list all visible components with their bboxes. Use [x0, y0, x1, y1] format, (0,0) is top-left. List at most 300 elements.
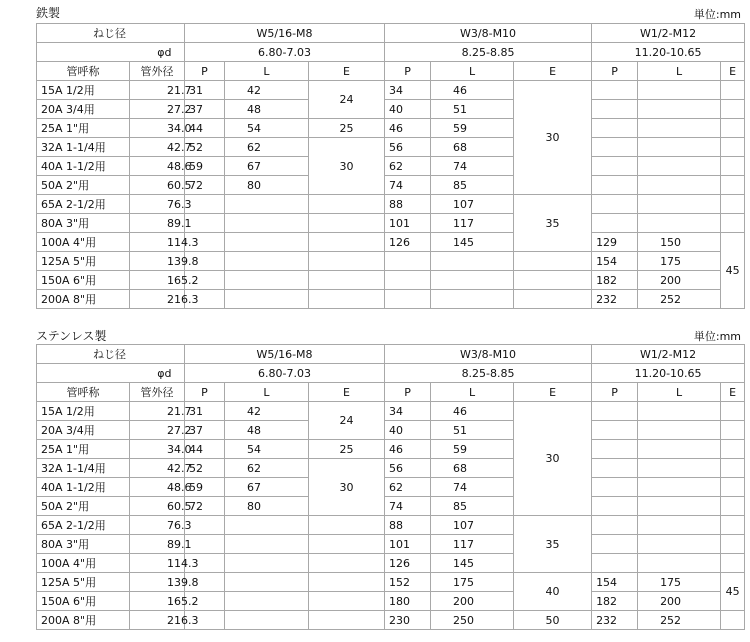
value-l2 [431, 290, 514, 309]
value-l3 [638, 214, 721, 233]
outer-diameter: 216.3 [130, 611, 185, 630]
nominal-size: 125A 5"用 [37, 252, 130, 271]
value-e3 [721, 535, 745, 554]
outer-diameter: 216.3 [130, 290, 185, 309]
col-l-3: L [638, 383, 721, 402]
outer-diameter: 76.3 [130, 195, 185, 214]
value-p3 [592, 195, 638, 214]
value-e1: 25 [309, 440, 385, 459]
value-p3 [592, 138, 638, 157]
value-p1: 59 [185, 157, 225, 176]
table-row [37, 138, 745, 157]
value-l2: 107 [431, 516, 514, 535]
value-l1 [225, 271, 309, 290]
table-row [37, 516, 745, 535]
value-l1: 48 [225, 100, 309, 119]
outer-diameter: 60.5 [130, 176, 185, 195]
value-e1: 24 [309, 402, 385, 440]
value-l2: 51 [431, 100, 514, 119]
header-row-od [37, 43, 745, 62]
outer-diameter: 34.0 [130, 440, 185, 459]
value-l2: 85 [431, 497, 514, 516]
value-p3 [592, 554, 638, 573]
value-p3 [592, 478, 638, 497]
value-l3 [638, 195, 721, 214]
value-l2: 107 [431, 195, 514, 214]
table-row [37, 611, 745, 630]
nominal-size: 40A 1-1/2用 [37, 157, 130, 176]
outer-diameter: 89.1 [130, 214, 185, 233]
value-p2: 40 [385, 421, 431, 440]
table-row [37, 195, 745, 214]
nominal-size: 65A 2-1/2用 [37, 195, 130, 214]
nominal-size: 80A 3"用 [37, 214, 130, 233]
value-e3 [721, 100, 745, 119]
value-e1: 25 [309, 119, 385, 138]
section-title-stainless: ステンレス製 [36, 329, 107, 343]
nominal-size: 50A 2"用 [37, 497, 130, 516]
outer-diameter: 89.1 [130, 535, 185, 554]
value-l2: 200 [431, 592, 514, 611]
value-e3 [721, 611, 745, 630]
value-p2: 88 [385, 195, 431, 214]
header-row-columns [37, 62, 745, 81]
header-row-columns [37, 383, 745, 402]
value-e2 [514, 290, 592, 309]
value-p2: 88 [385, 516, 431, 535]
value-p2 [385, 252, 431, 271]
unit-label: 単位:mm [693, 330, 741, 343]
value-e1 [309, 214, 385, 233]
value-p1: 52 [185, 459, 225, 478]
value-l1: 67 [225, 157, 309, 176]
outer-diameter: 21.7 [130, 402, 185, 421]
table-row [37, 290, 745, 309]
value-e1 [309, 573, 385, 592]
od-range-1: 6.80-7.03 [185, 364, 385, 383]
value-l1 [225, 535, 309, 554]
col-l-2: L [431, 62, 514, 81]
value-l1 [225, 573, 309, 592]
nominal-size: 20A 3/4用 [37, 100, 130, 119]
outer-diameter: 42.7 [130, 138, 185, 157]
value-p3 [592, 157, 638, 176]
nominal-size: 15A 1/2用 [37, 81, 130, 100]
nominal-size: 25A 1"用 [37, 440, 130, 459]
value-e3 [721, 195, 745, 214]
value-e1 [309, 271, 385, 290]
value-p3 [592, 459, 638, 478]
table-row [37, 100, 745, 119]
table-row [37, 214, 745, 233]
value-p2: 34 [385, 402, 431, 421]
value-e3: 45 [721, 573, 745, 611]
header-row-thread [37, 24, 745, 43]
value-e3: 45 [721, 233, 745, 309]
table-row [37, 459, 745, 478]
value-l2: 68 [431, 459, 514, 478]
table-row [37, 554, 745, 573]
value-l1: 80 [225, 497, 309, 516]
value-p2: 180 [385, 592, 431, 611]
value-l3 [638, 459, 721, 478]
value-l2: 74 [431, 478, 514, 497]
value-l1 [225, 195, 309, 214]
value-p2 [385, 290, 431, 309]
value-p1: 59 [185, 478, 225, 497]
value-p1: 37 [185, 421, 225, 440]
value-l1: 42 [225, 402, 309, 421]
table-row [37, 497, 745, 516]
value-e1 [309, 516, 385, 535]
table-row [37, 592, 745, 611]
value-l3 [638, 100, 721, 119]
value-l1: 62 [225, 459, 309, 478]
od-range-1: 6.80-7.03 [185, 43, 385, 62]
table-row [37, 573, 745, 592]
value-l1: 54 [225, 440, 309, 459]
value-l2: 117 [431, 535, 514, 554]
value-p3: 154 [592, 252, 638, 271]
nominal-size: 25A 1"用 [37, 119, 130, 138]
table-row [37, 119, 745, 138]
value-p3 [592, 402, 638, 421]
col-p-3: P [592, 383, 638, 402]
value-e1 [309, 611, 385, 630]
col-l-1: L [225, 62, 309, 81]
thread-size-2: W3/8-M10 [385, 24, 592, 43]
value-p2: 46 [385, 119, 431, 138]
header-row-od [37, 364, 745, 383]
value-l3: 200 [638, 592, 721, 611]
nominal-label: 管呼称 [37, 383, 130, 402]
thread-size-1: W5/16-M8 [185, 24, 385, 43]
value-p2: 126 [385, 233, 431, 252]
value-e3 [721, 176, 745, 195]
value-l2: 46 [431, 81, 514, 100]
value-e2 [514, 252, 592, 271]
value-l3 [638, 138, 721, 157]
nominal-size: 200A 8"用 [37, 290, 130, 309]
value-l3 [638, 478, 721, 497]
value-e3 [721, 440, 745, 459]
value-p1: 72 [185, 497, 225, 516]
outer-diameter: 165.2 [130, 592, 185, 611]
value-l1: 42 [225, 81, 309, 100]
value-e3 [721, 478, 745, 497]
value-p2: 126 [385, 554, 431, 573]
outer-diameter: 48.6 [130, 157, 185, 176]
value-l2: 59 [431, 119, 514, 138]
value-p3: 182 [592, 271, 638, 290]
thread-size-3: W1/2-M12 [592, 345, 745, 364]
nominal-size: 200A 8"用 [37, 611, 130, 630]
value-l3 [638, 440, 721, 459]
value-e2: 40 [514, 573, 592, 611]
od-range-2: 8.25-8.85 [385, 43, 592, 62]
value-p3 [592, 421, 638, 440]
value-p1: 31 [185, 402, 225, 421]
value-p3 [592, 176, 638, 195]
value-l1 [225, 554, 309, 573]
value-p3: 154 [592, 573, 638, 592]
value-e3 [721, 554, 745, 573]
value-p1: 44 [185, 119, 225, 138]
nominal-size: 150A 6"用 [37, 271, 130, 290]
outer-diameter: 165.2 [130, 271, 185, 290]
value-e1: 30 [309, 459, 385, 516]
value-l1: 62 [225, 138, 309, 157]
value-l3 [638, 516, 721, 535]
outer-label: 管外径 [130, 383, 185, 402]
spec-table-stainless [36, 344, 745, 630]
value-e2: 30 [514, 81, 592, 195]
value-p1: 44 [185, 440, 225, 459]
value-e3 [721, 402, 745, 421]
value-p2: 74 [385, 176, 431, 195]
outer-diameter: 27.2 [130, 100, 185, 119]
value-e2: 35 [514, 195, 592, 252]
nominal-size: 80A 3"用 [37, 535, 130, 554]
col-e-3: E [721, 62, 745, 81]
value-p3 [592, 516, 638, 535]
table-row [37, 440, 745, 459]
value-e3 [721, 138, 745, 157]
od-range-3: 11.20-10.65 [592, 43, 745, 62]
value-p3 [592, 100, 638, 119]
value-p2: 40 [385, 100, 431, 119]
value-l3 [638, 535, 721, 554]
value-l3: 252 [638, 611, 721, 630]
value-p2: 74 [385, 497, 431, 516]
value-p3: 129 [592, 233, 638, 252]
value-l1: 48 [225, 421, 309, 440]
value-p2: 230 [385, 611, 431, 630]
header-row-thread [37, 345, 745, 364]
value-e1 [309, 233, 385, 252]
value-l1 [225, 233, 309, 252]
value-e3 [721, 421, 745, 440]
value-p1: 37 [185, 100, 225, 119]
col-p-2: P [385, 62, 431, 81]
value-p3 [592, 440, 638, 459]
od-range-3: 11.20-10.65 [592, 364, 745, 383]
nominal-label: 管呼称 [37, 62, 130, 81]
unit-label: 単位:mm [693, 8, 741, 21]
value-e1 [309, 290, 385, 309]
value-e1 [309, 195, 385, 214]
nominal-size: 50A 2"用 [37, 176, 130, 195]
value-e1 [309, 592, 385, 611]
value-l1: 67 [225, 478, 309, 497]
outer-diameter: 139.8 [130, 252, 185, 271]
value-e2 [514, 271, 592, 290]
value-p1: 72 [185, 176, 225, 195]
value-e1 [309, 252, 385, 271]
outer-diameter: 34.0 [130, 119, 185, 138]
nominal-size: 100A 4"用 [37, 233, 130, 252]
value-l2: 145 [431, 233, 514, 252]
value-l3: 252 [638, 290, 721, 309]
value-l3 [638, 554, 721, 573]
value-l3 [638, 119, 721, 138]
table-row [37, 252, 745, 271]
outer-diameter: 139.8 [130, 573, 185, 592]
value-l3 [638, 157, 721, 176]
od-label: φd [37, 364, 185, 383]
value-l3 [638, 402, 721, 421]
value-l3 [638, 176, 721, 195]
outer-label: 管外径 [130, 62, 185, 81]
nominal-size: 125A 5"用 [37, 573, 130, 592]
table-row [37, 421, 745, 440]
value-e2: 35 [514, 516, 592, 573]
value-p2: 101 [385, 214, 431, 233]
value-l1 [225, 611, 309, 630]
nominal-size: 40A 1-1/2用 [37, 478, 130, 497]
value-e3 [721, 81, 745, 100]
value-e1: 24 [309, 81, 385, 119]
thread-label: ねじ径 [37, 345, 185, 364]
nominal-size: 20A 3/4用 [37, 421, 130, 440]
value-l2 [431, 252, 514, 271]
value-p2: 46 [385, 440, 431, 459]
value-e3 [721, 459, 745, 478]
col-e-2: E [514, 383, 592, 402]
outer-diameter: 42.7 [130, 459, 185, 478]
value-l3 [638, 421, 721, 440]
value-l2: 85 [431, 176, 514, 195]
col-l-2: L [431, 383, 514, 402]
col-p-1: P [185, 383, 225, 402]
value-l3 [638, 81, 721, 100]
col-p-1: P [185, 62, 225, 81]
value-e1 [309, 554, 385, 573]
value-p3 [592, 81, 638, 100]
table-row [37, 157, 745, 176]
value-l2: 46 [431, 402, 514, 421]
col-e-3: E [721, 383, 745, 402]
value-e3 [721, 119, 745, 138]
value-l2: 74 [431, 157, 514, 176]
value-e1: 30 [309, 138, 385, 195]
col-e-1: E [309, 383, 385, 402]
value-l1 [225, 516, 309, 535]
value-l2: 145 [431, 554, 514, 573]
value-l2: 59 [431, 440, 514, 459]
thread-size-3: W1/2-M12 [592, 24, 745, 43]
value-e3 [721, 157, 745, 176]
value-e2: 50 [514, 611, 592, 630]
value-p1: 52 [185, 138, 225, 157]
table-row [37, 233, 745, 252]
thread-label: ねじ径 [37, 24, 185, 43]
nominal-size: 32A 1-1/4用 [37, 459, 130, 478]
value-e3 [721, 497, 745, 516]
value-l1 [225, 592, 309, 611]
value-l1 [225, 214, 309, 233]
value-p3 [592, 535, 638, 554]
value-p3: 232 [592, 611, 638, 630]
value-l3 [638, 497, 721, 516]
value-l2 [431, 271, 514, 290]
value-p3: 182 [592, 592, 638, 611]
table-row [37, 271, 745, 290]
value-p2: 62 [385, 478, 431, 497]
value-p3 [592, 214, 638, 233]
value-l3: 150 [638, 233, 721, 252]
value-p2 [385, 271, 431, 290]
value-p3 [592, 497, 638, 516]
table-row [37, 176, 745, 195]
col-p-3: P [592, 62, 638, 81]
value-p2: 34 [385, 81, 431, 100]
col-e-1: E [309, 62, 385, 81]
value-l3: 200 [638, 271, 721, 290]
outer-diameter: 114.3 [130, 554, 185, 573]
value-p2: 56 [385, 459, 431, 478]
outer-diameter: 21.7 [130, 81, 185, 100]
outer-diameter: 48.6 [130, 478, 185, 497]
value-p3 [592, 119, 638, 138]
nominal-size: 32A 1-1/4用 [37, 138, 130, 157]
value-p2: 152 [385, 573, 431, 592]
table-row [37, 478, 745, 497]
value-l1: 54 [225, 119, 309, 138]
value-l3: 175 [638, 573, 721, 592]
section-title-steel: 鉄製 [36, 6, 61, 20]
nominal-size: 65A 2-1/2用 [37, 516, 130, 535]
nominal-size: 150A 6"用 [37, 592, 130, 611]
thread-size-1: W5/16-M8 [185, 345, 385, 364]
table-row [37, 535, 745, 554]
value-l1 [225, 252, 309, 271]
od-label: φd [37, 43, 185, 62]
outer-diameter: 76.3 [130, 516, 185, 535]
value-p2: 62 [385, 157, 431, 176]
value-p3: 232 [592, 290, 638, 309]
table-row [37, 402, 745, 421]
value-p1: 31 [185, 81, 225, 100]
col-e-2: E [514, 62, 592, 81]
value-l2: 175 [431, 573, 514, 592]
col-l-3: L [638, 62, 721, 81]
nominal-size: 15A 1/2用 [37, 402, 130, 421]
value-e3 [721, 214, 745, 233]
spec-table-steel [36, 23, 745, 309]
value-l3: 175 [638, 252, 721, 271]
value-p2: 101 [385, 535, 431, 554]
outer-diameter: 60.5 [130, 497, 185, 516]
value-e3 [721, 516, 745, 535]
value-l1 [225, 290, 309, 309]
outer-diameter: 27.2 [130, 421, 185, 440]
outer-diameter: 114.3 [130, 233, 185, 252]
value-l2: 117 [431, 214, 514, 233]
value-e1 [309, 535, 385, 554]
col-l-1: L [225, 383, 309, 402]
value-l2: 250 [431, 611, 514, 630]
value-e2: 30 [514, 402, 592, 516]
col-p-2: P [385, 383, 431, 402]
value-l1: 80 [225, 176, 309, 195]
table-row [37, 81, 745, 100]
value-l2: 68 [431, 138, 514, 157]
value-l2: 51 [431, 421, 514, 440]
thread-size-2: W3/8-M10 [385, 345, 592, 364]
od-range-2: 8.25-8.85 [385, 364, 592, 383]
value-p2: 56 [385, 138, 431, 157]
